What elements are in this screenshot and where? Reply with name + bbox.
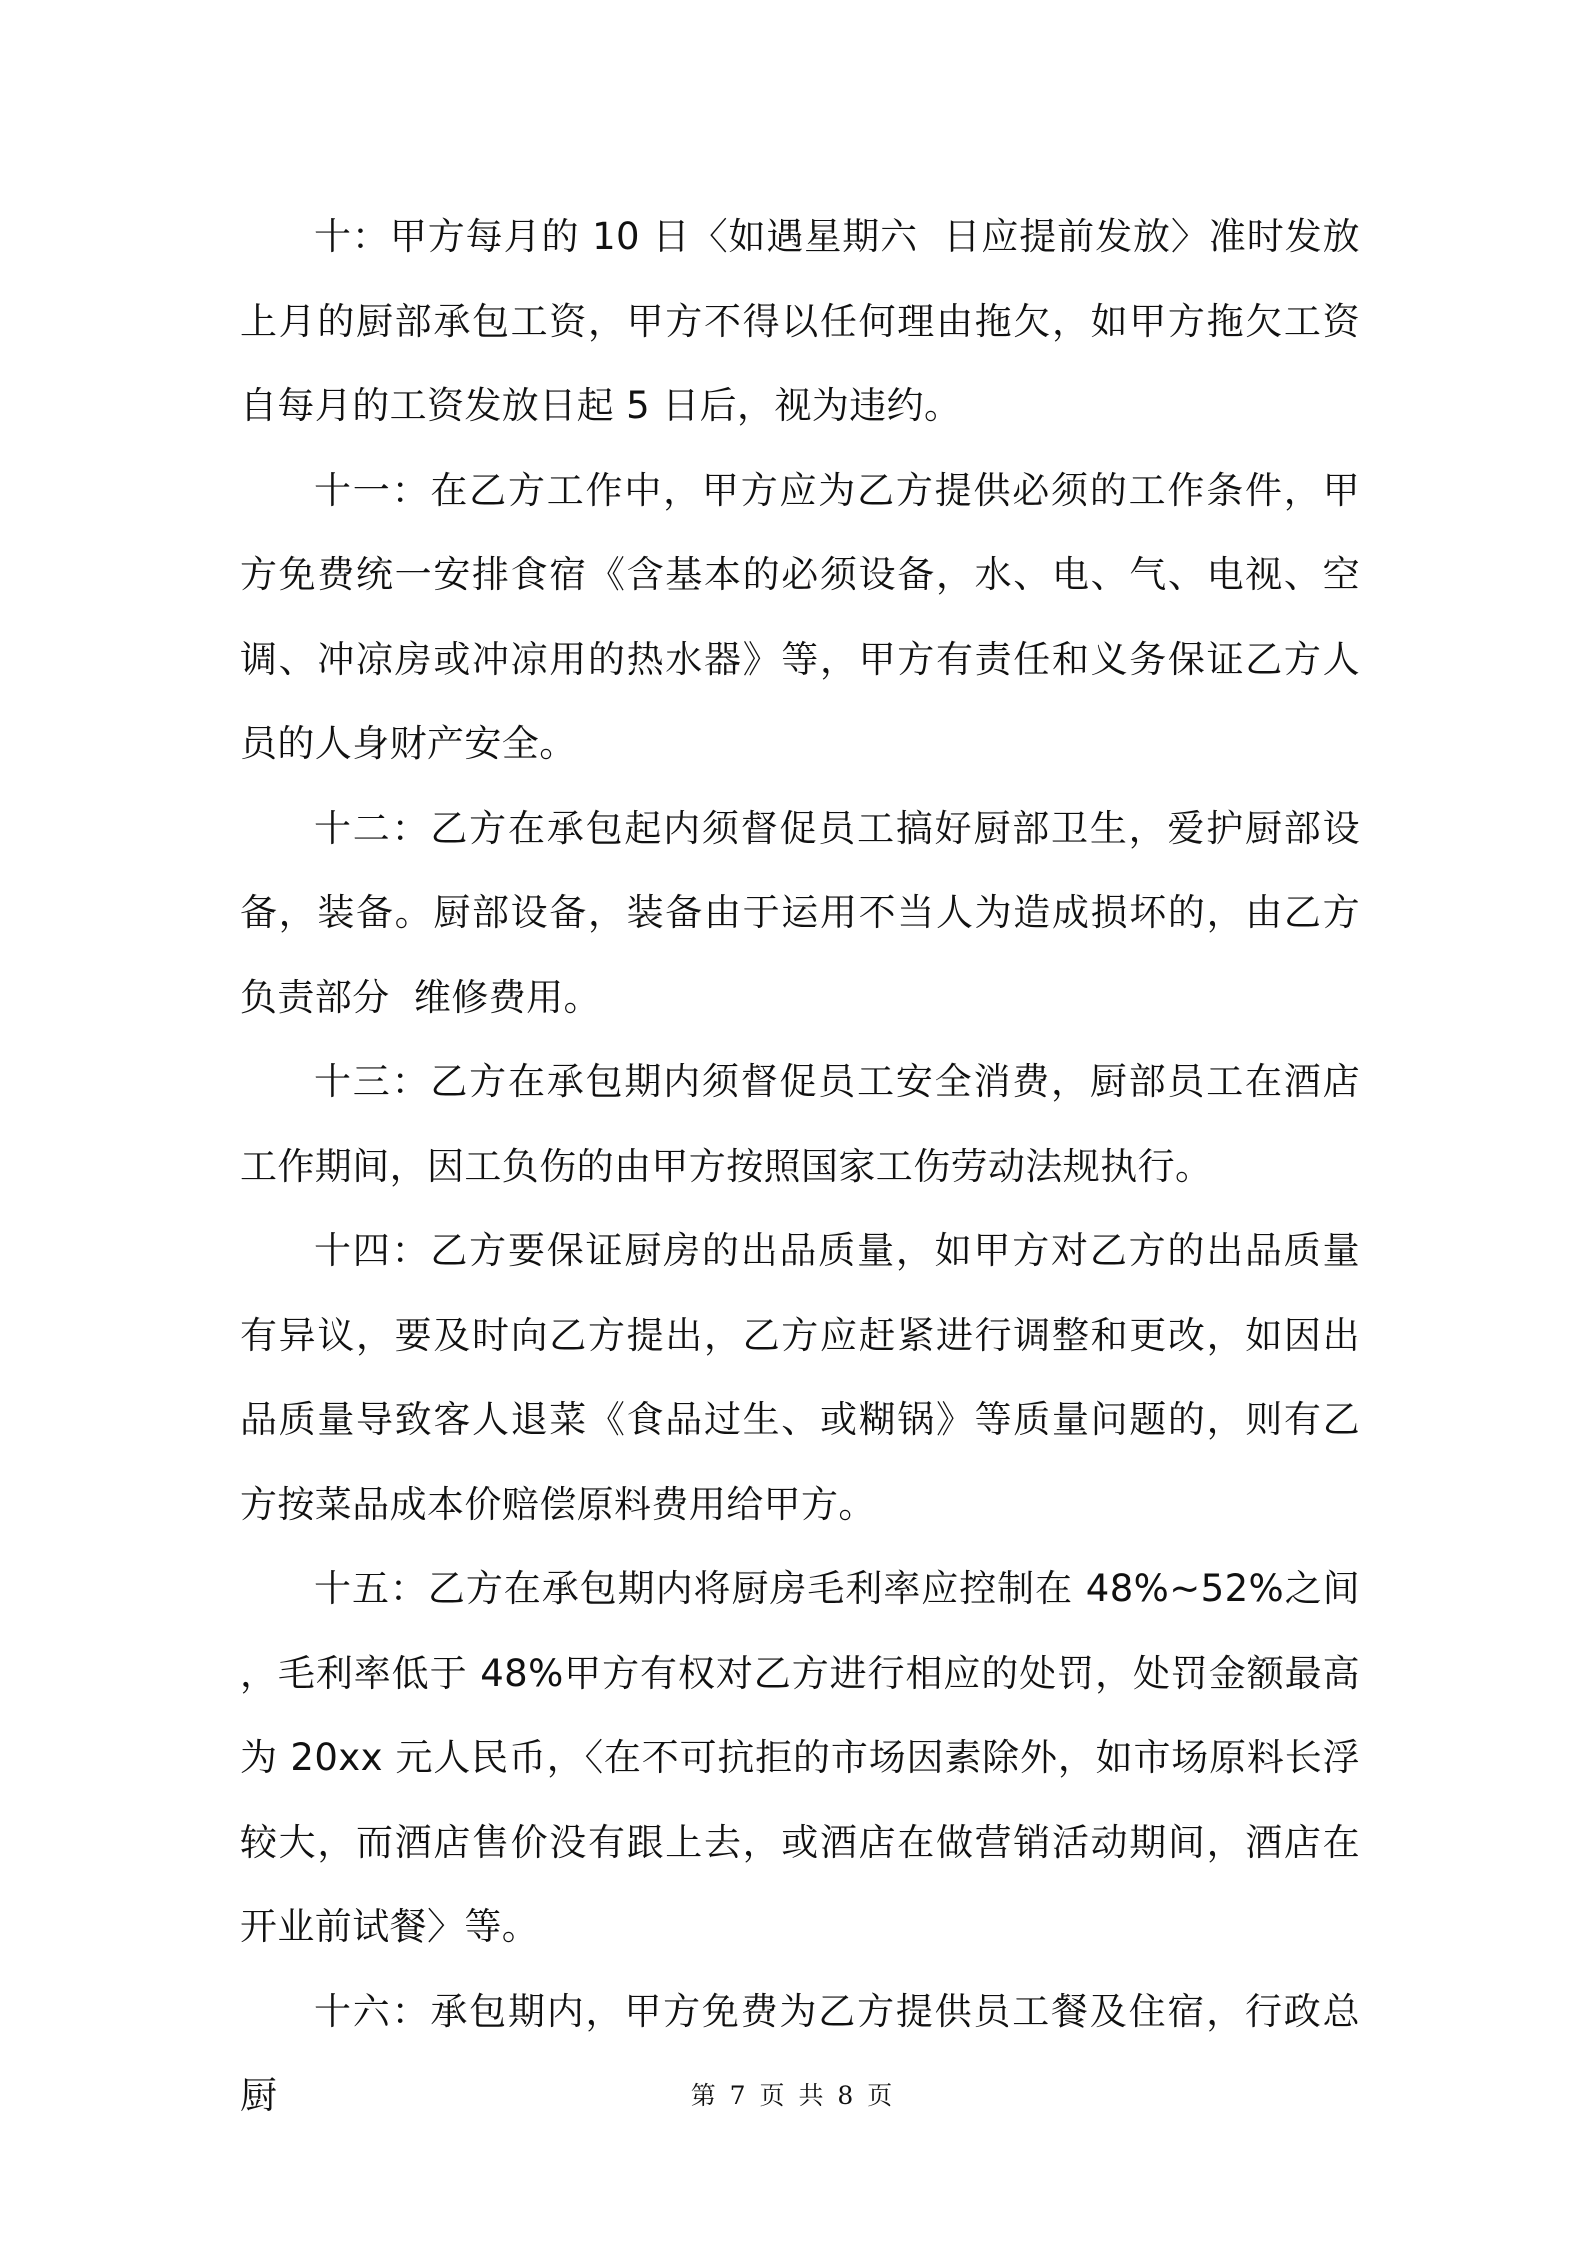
clause-15: 十五：乙方在承包期内将厨房毛利率应控制在 48%~52%之间，毛利率低于 48%甲方有权对乙方进行相应的处罚，处罚金额最高为 20xx 元人民币，〈在不可抗拒的市场因素除外，如市场原料长浮较大，而酒店售价没有跟上去，或酒店在做营销活动期间，酒店在开业前试餐〉等。 bbox=[240, 1567, 1360, 1948]
clause-14: 十四：乙方要保证厨房的出品质量，如甲方对乙方的出品质量有异议，要及时向乙方提出，乙方应赶紧进行调整和更改，如因出品质量导致客人退菜《食品过生、或糊锅》等质量问题的，则有乙方按菜品成本价赔偿原料费用给甲方。 bbox=[240, 1229, 1360, 1526]
clause-10: 十：甲方每月的 10 日〈如遇星期六 日应提前发放〉准时发放上月的厨部承包工资，甲方不得以任何理由拖欠，如甲方拖欠工资自每月的工资发放日起 5 日后，视为违约。 bbox=[240, 215, 1360, 427]
clause-13: 十三：乙方在承包期内须督促员工安全消费，厨部员工在酒店工作期间，因工负伤的由甲方按照国家工伤劳动法规执行。 bbox=[240, 1060, 1360, 1188]
clause-12: 十二：乙方在承包起内须督促员工搞好厨部卫生，爱护厨部设备，装备。厨部设备，装备由于运用不当人为造成损坏的，由乙方负责部分 维修费用。 bbox=[240, 806, 1360, 1019]
document-body bbox=[240, 195, 1360, 2139]
clause-11: 十一：在乙方工作中，甲方应为乙方提供必须的工作条件，甲方免费统一安排食宿《含基本的必须设备，水、电、气、电视、空调、冲凉房或冲凉用的热水器》等，甲方有责任和义务保证乙方人员的人身财产安全。 bbox=[240, 468, 1360, 765]
clause-16: 十六：承包期内，甲方免费为乙方提供员工餐及住宿，行政总厨 bbox=[240, 1989, 1360, 2117]
page-number-footer: 第 7 页 共 8 页 bbox=[690, 2081, 896, 2110]
